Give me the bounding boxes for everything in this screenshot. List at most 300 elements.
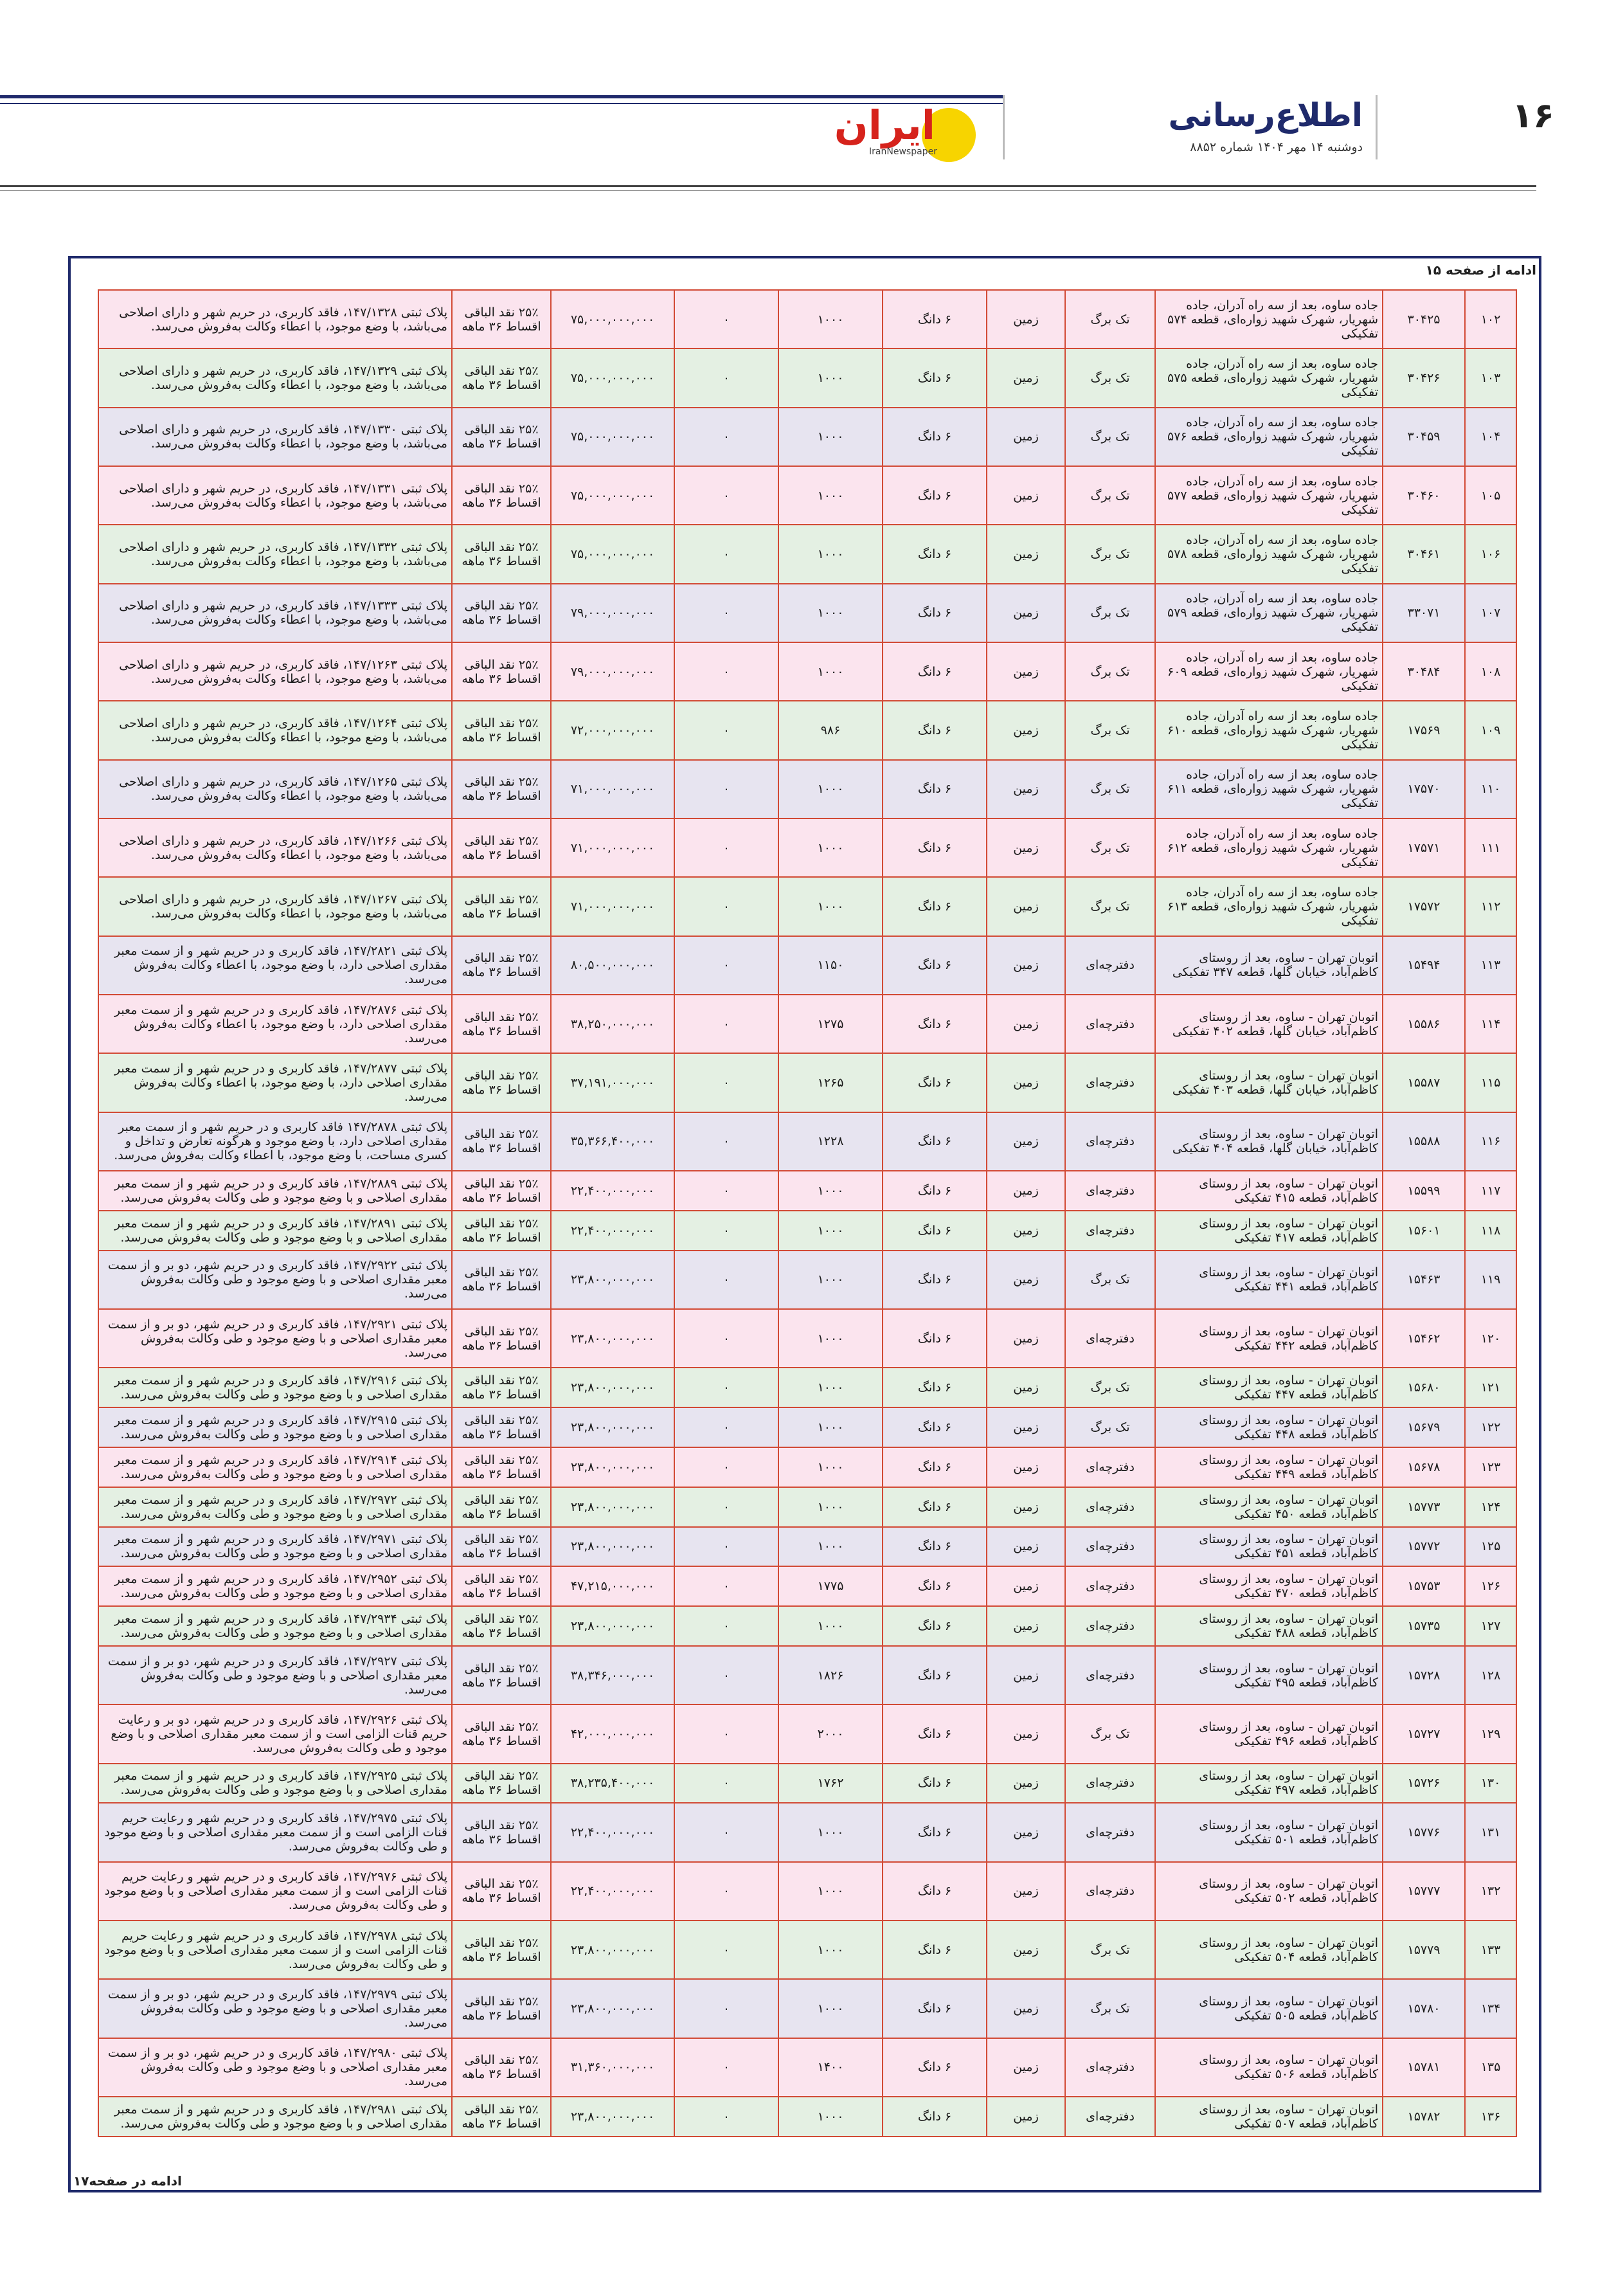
description-cell: پلاک ثبتی ۱۴۷/۲۹۷۱، فاقد کاربری و در حریم شهر و از سمت معبر مقداری اصلاحی و با وضع موجود و طی وکالت به‌فروش می‌رسد. bbox=[98, 1527, 452, 1567]
address-cell: اتوبان تهران - ساوه، بعد از روستای کاظم‌آباد، خیابان گلها، قطعه ۴۰۳ تفکیکی bbox=[1155, 1053, 1383, 1112]
usage-cell: زمین bbox=[987, 1112, 1065, 1171]
share-cell: ۶ دانگ bbox=[883, 408, 987, 466]
share-cell: ۶ دانگ bbox=[883, 1764, 987, 1803]
share-cell: ۶ دانگ bbox=[883, 525, 987, 583]
price-cell: ۲۳,۸۰۰,۰۰۰,۰۰۰ bbox=[551, 1407, 674, 1447]
table-body bbox=[98, 290, 1516, 2137]
usage-cell: زمین bbox=[987, 525, 1065, 583]
price-cell: ۲۳,۸۰۰,۰۰۰,۰۰۰ bbox=[551, 1527, 674, 1567]
row-number-cell: ۱۱۸ bbox=[1465, 1211, 1516, 1251]
description-cell: پلاک ثبتی ۱۴۷/۲۹۵۲، فاقد کاربری و در حریم شهر و از سمت معبر مقداری اصلاحی و با وضع موجود و طی وکالت به‌فروش می‌رسد. bbox=[98, 1566, 452, 1606]
land-area-cell: ۱۰۰۰ bbox=[778, 760, 883, 818]
share-cell: ۶ دانگ bbox=[883, 1368, 987, 1407]
usage-cell: زمین bbox=[987, 1487, 1065, 1527]
address-cell: اتوبان تهران - ساوه، بعد از روستای کاظم‌آباد، قطعه ۴۹۵ تفکیکی bbox=[1155, 1646, 1383, 1704]
address-cell: اتوبان تهران - ساوه، بعد از روستای کاظم‌آباد، قطعه ۴۸۸ تفکیکی bbox=[1155, 1606, 1383, 1646]
share-cell: ۶ دانگ bbox=[883, 2038, 987, 2097]
table-row bbox=[98, 1251, 1516, 1309]
description-cell: پلاک ثبتی ۱۴۷/۲۹۷۹، فاقد کاربری و در حریم شهر، دو بر و از سمت معبر مقداری اصلاحی و با وضع موجود و طی وکالت به‌فروش می‌رسد. bbox=[98, 1979, 452, 2038]
building-area-cell: ۰ bbox=[674, 1447, 778, 1487]
deed-type-cell: تک برگ bbox=[1065, 525, 1155, 583]
payment-terms-cell: ۲۵٪ نقد الباقی اقساط ۳۶ ماهه bbox=[452, 1862, 551, 1921]
property-code-cell: ۱۵۶۷۸ bbox=[1383, 1447, 1465, 1487]
land-area-cell: ۱۰۰۰ bbox=[778, 290, 883, 348]
property-code-cell: ۱۵۷۸۰ bbox=[1383, 1979, 1465, 2038]
table-row bbox=[98, 1309, 1516, 1368]
share-cell: ۶ دانگ bbox=[883, 348, 987, 407]
description-cell: پلاک ثبتی ۱۴۷/۱۲۶۵، فاقد کاربری، در حریم شهر و دارای اصلاحی می‌باشد، با وضع موجود، با اعطاء وکالت به‌فروش می‌رسد. bbox=[98, 760, 452, 818]
table-row bbox=[98, 1606, 1516, 1646]
land-area-cell: ۱۰۰۰ bbox=[778, 1979, 883, 2038]
payment-terms-cell: ۲۵٪ نقد الباقی اقساط ۳۶ ماهه bbox=[452, 1606, 551, 1646]
description-cell: پلاک ثبتی ۱۴۷/۱۲۶۷، فاقد کاربری، در حریم شهر و دارای اصلاحی می‌باشد، با وضع موجود، با اعطاء وکالت به‌فروش می‌رسد. bbox=[98, 877, 452, 936]
property-code-cell: ۱۵۵۸۶ bbox=[1383, 995, 1465, 1053]
row-number-cell: ۱۲۳ bbox=[1465, 1447, 1516, 1487]
description-cell: پلاک ثبتی ۱۴۷/۱۳۳۰، فاقد کاربری، در حریم شهر و دارای اصلاحی می‌باشد، با وضع موجود، با اعطاء وکالت به‌فروش می‌رسد. bbox=[98, 408, 452, 466]
deed-type-cell: تک برگ bbox=[1065, 466, 1155, 525]
share-cell: ۶ دانگ bbox=[883, 818, 987, 877]
usage-cell: زمین bbox=[987, 1764, 1065, 1803]
description-cell: پلاک ثبتی ۱۴۷/۲۹۲۱، فاقد کاربری و در حریم شهر، دو بر و از سمت معبر مقداری اصلاحی و با وضع موجود و طی وکالت به‌فروش می‌رسد. bbox=[98, 1309, 452, 1368]
row-number-cell: ۱۳۵ bbox=[1465, 2038, 1516, 2097]
payment-terms-cell: ۲۵٪ نقد الباقی اقساط ۳۶ ماهه bbox=[452, 2097, 551, 2137]
description-cell: پلاک ثبتی ۱۴۷/۲۹۷۵، فاقد کاربری و در حریم شهر و رعایت حریم قنات الزامی است و از سمت معبر مقداری اصلاحی و با وضع موجود و طی وکالت به‌فروش می‌رسد. bbox=[98, 1803, 452, 1861]
row-number-cell: ۱۳۰ bbox=[1465, 1764, 1516, 1803]
payment-terms-cell: ۲۵٪ نقد الباقی اقساط ۳۶ ماهه bbox=[452, 1407, 551, 1447]
description-cell: پلاک ثبتی ۱۴۷/۱۳۳۲، فاقد کاربری، در حریم شهر و دارای اصلاحی می‌باشد، با وضع موجود، با اعطاء وکالت به‌فروش می‌رسد. bbox=[98, 525, 452, 583]
share-cell: ۶ دانگ bbox=[883, 584, 987, 642]
price-cell: ۷۵,۰۰۰,۰۰۰,۰۰۰ bbox=[551, 290, 674, 348]
land-area-cell: ۱۲۲۸ bbox=[778, 1112, 883, 1171]
land-area-cell: ۱۰۰۰ bbox=[778, 1862, 883, 1921]
row-number-cell: ۱۰۹ bbox=[1465, 701, 1516, 759]
price-cell: ۳۱,۳۶۰,۰۰۰,۰۰۰ bbox=[551, 2038, 674, 2097]
price-cell: ۲۲,۴۰۰,۰۰۰,۰۰۰ bbox=[551, 1171, 674, 1211]
row-number-cell: ۱۱۲ bbox=[1465, 877, 1516, 936]
deed-type-cell: دفترچه‌ای bbox=[1065, 1803, 1155, 1861]
price-cell: ۷۹,۰۰۰,۰۰۰,۰۰۰ bbox=[551, 584, 674, 642]
land-area-cell: ۱۰۰۰ bbox=[778, 1171, 883, 1211]
usage-cell: زمین bbox=[987, 995, 1065, 1053]
building-area-cell: ۰ bbox=[674, 1527, 778, 1567]
usage-cell: زمین bbox=[987, 348, 1065, 407]
issue-info: دوشنبه ۱۴ مهر ۱۴۰۴ شماره ۸۸۵۲ bbox=[1190, 140, 1363, 154]
deed-type-cell: دفترچه‌ای bbox=[1065, 1646, 1155, 1704]
land-area-cell: ۱۰۰۰ bbox=[778, 1606, 883, 1646]
land-area-cell: ۱۰۰۰ bbox=[778, 1368, 883, 1407]
payment-terms-cell: ۲۵٪ نقد الباقی اقساط ۳۶ ماهه bbox=[452, 1566, 551, 1606]
price-cell: ۳۷,۱۹۱,۰۰۰,۰۰۰ bbox=[551, 1053, 674, 1112]
payment-terms-cell: ۲۵٪ نقد الباقی اقساط ۳۶ ماهه bbox=[452, 1171, 551, 1211]
table-row bbox=[98, 1407, 1516, 1447]
share-cell: ۶ دانگ bbox=[883, 936, 987, 995]
table-row bbox=[98, 818, 1516, 877]
land-area-cell: ۱۰۰۰ bbox=[778, 1921, 883, 1979]
price-cell: ۷۱,۰۰۰,۰۰۰,۰۰۰ bbox=[551, 818, 674, 877]
address-cell: اتوبان تهران - ساوه، بعد از روستای کاظم‌آباد، قطعه ۴۴۷ تفکیکی bbox=[1155, 1368, 1383, 1407]
row-number-cell: ۱۱۴ bbox=[1465, 995, 1516, 1053]
description-cell: پلاک ثبتی ۱۴۷/۲۸۷۶، فاقد کاربری و در حریم شهر و از سمت معبر مقداری اصلاحی دارد، با وضع موجود، با اعطاء وکالت به‌فروش می‌رسد. bbox=[98, 995, 452, 1053]
share-cell: ۶ دانگ bbox=[883, 642, 987, 701]
payment-terms-cell: ۲۵٪ نقد الباقی اقساط ۳۶ ماهه bbox=[452, 642, 551, 701]
description-cell: پلاک ثبتی ۱۴۷/۱۲۶۴، فاقد کاربری، در حریم شهر و دارای اصلاحی می‌باشد، با وضع موجود، با اعطاء وکالت به‌فروش می‌رسد. bbox=[98, 701, 452, 759]
usage-cell: زمین bbox=[987, 1171, 1065, 1211]
deed-type-cell: تک برگ bbox=[1065, 877, 1155, 936]
building-area-cell: ۰ bbox=[674, 1407, 778, 1447]
page-number: ۱۶ bbox=[1512, 95, 1554, 136]
table-row bbox=[98, 1646, 1516, 1704]
header-separator bbox=[1003, 95, 1005, 159]
land-area-cell: ۱۰۰۰ bbox=[778, 1211, 883, 1251]
usage-cell: زمین bbox=[987, 1979, 1065, 2038]
usage-cell: زمین bbox=[987, 408, 1065, 466]
usage-cell: زمین bbox=[987, 1447, 1065, 1487]
payment-terms-cell: ۲۵٪ نقد الباقی اقساط ۳۶ ماهه bbox=[452, 1211, 551, 1251]
address-cell: اتوبان تهران - ساوه، بعد از روستای کاظم‌آباد، قطعه ۴۷۰ تفکیکی bbox=[1155, 1566, 1383, 1606]
row-number-cell: ۱۰۵ bbox=[1465, 466, 1516, 525]
price-cell: ۲۲,۴۰۰,۰۰۰,۰۰۰ bbox=[551, 1862, 674, 1921]
payment-terms-cell: ۲۵٪ نقد الباقی اقساط ۳۶ ماهه bbox=[452, 1921, 551, 1979]
building-area-cell: ۰ bbox=[674, 760, 778, 818]
price-cell: ۲۳,۸۰۰,۰۰۰,۰۰۰ bbox=[551, 1368, 674, 1407]
row-number-cell: ۱۲۰ bbox=[1465, 1309, 1516, 1368]
address-cell: جاده ساوه، بعد از سه راه آدران، جاده شهریار، شهرک شهید زواره‌ای، قطعه ۵۷۸ تفکیکی bbox=[1155, 525, 1383, 583]
price-cell: ۳۸,۳۴۶,۰۰۰,۰۰۰ bbox=[551, 1646, 674, 1704]
share-cell: ۶ دانگ bbox=[883, 760, 987, 818]
usage-cell: زمین bbox=[987, 1566, 1065, 1606]
usage-cell: زمین bbox=[987, 701, 1065, 759]
listing-table-wrapper bbox=[98, 289, 1516, 2137]
deed-type-cell: تک برگ bbox=[1065, 1251, 1155, 1309]
building-area-cell: ۰ bbox=[674, 1251, 778, 1309]
usage-cell: زمین bbox=[987, 2097, 1065, 2137]
price-cell: ۷۵,۰۰۰,۰۰۰,۰۰۰ bbox=[551, 408, 674, 466]
description-cell: پلاک ثبتی ۱۴۷/۲۸۲۱، فاقد کاربری و در حریم شهر و از سمت معبر مقداری اصلاحی دارد، با وضع موجود، با اعطاء وکالت به‌فروش می‌رسد. bbox=[98, 936, 452, 995]
row-number-cell: ۱۳۳ bbox=[1465, 1921, 1516, 1979]
building-area-cell: ۰ bbox=[674, 1309, 778, 1368]
deed-type-cell: تک برگ bbox=[1065, 348, 1155, 407]
row-number-cell: ۱۲۵ bbox=[1465, 1527, 1516, 1567]
land-area-cell: ۱۰۰۰ bbox=[778, 1407, 883, 1447]
deed-type-cell: تک برگ bbox=[1065, 1921, 1155, 1979]
share-cell: ۶ دانگ bbox=[883, 1251, 987, 1309]
deed-type-cell: تک برگ bbox=[1065, 1368, 1155, 1407]
building-area-cell: ۰ bbox=[674, 2097, 778, 2137]
description-cell: پلاک ثبتی ۱۴۷/۱۳۳۱، فاقد کاربری، در حریم شهر و دارای اصلاحی می‌باشد، با وضع موجود، با اعطاء وکالت به‌فروش می‌رسد. bbox=[98, 466, 452, 525]
property-code-cell: ۱۵۶۰۱ bbox=[1383, 1211, 1465, 1251]
deed-type-cell: دفترچه‌ای bbox=[1065, 1862, 1155, 1921]
usage-cell: زمین bbox=[987, 466, 1065, 525]
deed-type-cell: تک برگ bbox=[1065, 642, 1155, 701]
property-code-cell: ۱۷۵۷۰ bbox=[1383, 760, 1465, 818]
share-cell: ۶ دانگ bbox=[883, 1487, 987, 1527]
address-cell: اتوبان تهران - ساوه، بعد از روستای کاظم‌آباد، قطعه ۴۴۱ تفکیکی bbox=[1155, 1251, 1383, 1309]
land-area-cell: ۱۰۰۰ bbox=[778, 1527, 883, 1567]
header-separator bbox=[1376, 95, 1378, 159]
property-code-cell: ۱۷۵۶۹ bbox=[1383, 701, 1465, 759]
price-cell: ۴۲,۰۰۰,۰۰۰,۰۰۰ bbox=[551, 1704, 674, 1763]
description-cell: پلاک ثبتی ۱۴۷/۲۹۳۴، فاقد کاربری و در حریم شهر و از سمت معبر مقداری اصلاحی و با وضع موجود و طی وکالت به‌فروش می‌رسد. bbox=[98, 1606, 452, 1646]
building-area-cell: ۰ bbox=[674, 1606, 778, 1646]
address-cell: اتوبان تهران - ساوه، بعد از روستای کاظم‌آباد، قطعه ۵۰۵ تفکیکی bbox=[1155, 1979, 1383, 2038]
price-cell: ۳۸,۲۳۵,۴۰۰,۰۰۰ bbox=[551, 1764, 674, 1803]
address-cell: اتوبان تهران - ساوه، بعد از روستای کاظم‌آباد، قطعه ۴۵۰ تفکیکی bbox=[1155, 1487, 1383, 1527]
land-area-cell: ۱۲۶۵ bbox=[778, 1053, 883, 1112]
usage-cell: زمین bbox=[987, 1368, 1065, 1407]
newspaper-logo-subtitle: IranNewspaper bbox=[869, 147, 937, 157]
building-area-cell: ۰ bbox=[674, 348, 778, 407]
payment-terms-cell: ۲۵٪ نقد الباقی اقساط ۳۶ ماهه bbox=[452, 525, 551, 583]
land-area-cell: ۱۴۰۰ bbox=[778, 2038, 883, 2097]
description-cell: پلاک ثبتی ۱۴۷/۲۹۲۲، فاقد کاربری و در حریم شهر، دو بر و از سمت معبر مقداری اصلاحی و با وضع موجود و طی وکالت به‌فروش می‌رسد. bbox=[98, 1251, 452, 1309]
land-area-cell: ۱۰۰۰ bbox=[778, 1803, 883, 1861]
address-cell: جاده ساوه، بعد از سه راه آدران، جاده شهریار، شهرک شهید زواره‌ای، قطعه ۵۷۴ تفکیکی bbox=[1155, 290, 1383, 348]
building-area-cell: ۰ bbox=[674, 1921, 778, 1979]
table-row bbox=[98, 936, 1516, 995]
row-number-cell: ۱۲۷ bbox=[1465, 1606, 1516, 1646]
property-code-cell: ۱۵۴۶۳ bbox=[1383, 1251, 1465, 1309]
usage-cell: زمین bbox=[987, 1527, 1065, 1567]
payment-terms-cell: ۲۵٪ نقد الباقی اقساط ۳۶ ماهه bbox=[452, 995, 551, 1053]
property-code-cell: ۱۷۵۷۲ bbox=[1383, 877, 1465, 936]
payment-terms-cell: ۲۵٪ نقد الباقی اقساط ۳۶ ماهه bbox=[452, 2038, 551, 2097]
row-number-cell: ۱۳۱ bbox=[1465, 1803, 1516, 1861]
deed-type-cell: تک برگ bbox=[1065, 701, 1155, 759]
land-area-cell: ۱۰۰۰ bbox=[778, 466, 883, 525]
building-area-cell: ۰ bbox=[674, 1053, 778, 1112]
address-cell: اتوبان تهران - ساوه، بعد از روستای کاظم‌آباد، قطعه ۵۰۱ تفکیکی bbox=[1155, 1803, 1383, 1861]
price-cell: ۷۱,۰۰۰,۰۰۰,۰۰۰ bbox=[551, 877, 674, 936]
usage-cell: زمین bbox=[987, 1606, 1065, 1646]
share-cell: ۶ دانگ bbox=[883, 1979, 987, 2038]
address-cell: اتوبان تهران - ساوه، بعد از روستای کاظم‌آباد، خیابان گلها، قطعه ۴۰۴ تفکیکی bbox=[1155, 1112, 1383, 1171]
row-number-cell: ۱۰۲ bbox=[1465, 290, 1516, 348]
usage-cell: زمین bbox=[987, 290, 1065, 348]
table-row bbox=[98, 1921, 1516, 1979]
property-code-cell: ۱۵۵۸۸ bbox=[1383, 1112, 1465, 1171]
property-code-cell: ۱۵۷۸۱ bbox=[1383, 2038, 1465, 2097]
share-cell: ۶ دانگ bbox=[883, 1407, 987, 1447]
share-cell: ۶ دانگ bbox=[883, 466, 987, 525]
deed-type-cell: تک برگ bbox=[1065, 1407, 1155, 1447]
table-row bbox=[98, 1979, 1516, 2038]
description-cell: پلاک ثبتی ۱۴۷/۲۹۲۶، فاقد کاربری و در حریم شهر، دو بر و رعایت حریم قنات الزامی است و از سمت معبر مقداری اصلاحی و با وضع موجود و طی وکالت به‌فروش می‌رسد. bbox=[98, 1704, 452, 1763]
table-row bbox=[98, 290, 1516, 348]
deed-type-cell: دفترچه‌ای bbox=[1065, 1764, 1155, 1803]
payment-terms-cell: ۲۵٪ نقد الباقی اقساط ۳۶ ماهه bbox=[452, 1447, 551, 1487]
table-row bbox=[98, 525, 1516, 583]
row-number-cell: ۱۱۷ bbox=[1465, 1171, 1516, 1211]
address-cell: اتوبان تهران - ساوه، بعد از روستای کاظم‌آباد، قطعه ۵۰۴ تفکیکی bbox=[1155, 1921, 1383, 1979]
deed-type-cell: دفترچه‌ای bbox=[1065, 1309, 1155, 1368]
description-cell: پلاک ثبتی ۱۴۷/۲۹۲۵، فاقد کاربری و در حریم شهر و از سمت معبر مقداری اصلاحی و با وضع موجود و طی وکالت به‌فروش می‌رسد. bbox=[98, 1764, 452, 1803]
address-cell: اتوبان تهران - ساوه، بعد از روستای کاظم‌آباد، قطعه ۴۴۲ تفکیکی bbox=[1155, 1309, 1383, 1368]
building-area-cell: ۰ bbox=[674, 525, 778, 583]
share-cell: ۶ دانگ bbox=[883, 1211, 987, 1251]
address-cell: جاده ساوه، بعد از سه راه آدران، جاده شهریار، شهرک شهید زواره‌ای، قطعه ۵۷۷ تفکیکی bbox=[1155, 466, 1383, 525]
share-cell: ۶ دانگ bbox=[883, 1704, 987, 1763]
building-area-cell: ۰ bbox=[674, 466, 778, 525]
price-cell: ۲۲,۴۰۰,۰۰۰,۰۰۰ bbox=[551, 1803, 674, 1861]
payment-terms-cell: ۲۵٪ نقد الباقی اقساط ۳۶ ماهه bbox=[452, 1979, 551, 2038]
description-cell: پلاک ثبتی ۱۴۷/۱۳۲۹، فاقد کاربری، در حریم شهر و دارای اصلاحی می‌باشد، با وضع موجود، با اعطاء وکالت به‌فروش می‌رسد. bbox=[98, 348, 452, 407]
property-code-cell: ۱۵۷۷۷ bbox=[1383, 1862, 1465, 1921]
table-row bbox=[98, 701, 1516, 759]
usage-cell: زمین bbox=[987, 1704, 1065, 1763]
property-code-cell: ۳۰۴۲۵ bbox=[1383, 290, 1465, 348]
row-number-cell: ۱۲۱ bbox=[1465, 1368, 1516, 1407]
address-cell: جاده ساوه، بعد از سه راه آدران، جاده شهریار، شهرک شهید زواره‌ای، قطعه ۵۷۹ تفکیکی bbox=[1155, 584, 1383, 642]
land-area-cell: ۱۰۰۰ bbox=[778, 1487, 883, 1527]
property-code-cell: ۱۵۴۹۴ bbox=[1383, 936, 1465, 995]
share-cell: ۶ دانگ bbox=[883, 2097, 987, 2137]
usage-cell: زمین bbox=[987, 2038, 1065, 2097]
row-number-cell: ۱۲۸ bbox=[1465, 1646, 1516, 1704]
property-code-cell: ۱۵۷۷۳ bbox=[1383, 1487, 1465, 1527]
table-row bbox=[98, 2097, 1516, 2137]
building-area-cell: ۰ bbox=[674, 1211, 778, 1251]
payment-terms-cell: ۲۵٪ نقد الباقی اقساط ۳۶ ماهه bbox=[452, 1764, 551, 1803]
payment-terms-cell: ۲۵٪ نقد الباقی اقساط ۳۶ ماهه bbox=[452, 1704, 551, 1763]
building-area-cell: ۰ bbox=[674, 584, 778, 642]
land-area-cell: ۱۰۰۰ bbox=[778, 525, 883, 583]
row-number-cell: ۱۲۶ bbox=[1465, 1566, 1516, 1606]
usage-cell: زمین bbox=[987, 818, 1065, 877]
address-cell: اتوبان تهران - ساوه، بعد از روستای کاظم‌آباد، قطعه ۴۵۱ تفکیکی bbox=[1155, 1527, 1383, 1567]
description-cell: پلاک ثبتی ۱۴۷/۲۹۷۶، فاقد کاربری و در حریم شهر و رعایت حریم قنات الزامی است و از سمت معبر مقداری اصلاحی و با وضع موجود و طی وکالت به‌فروش می‌رسد. bbox=[98, 1862, 452, 1921]
share-cell: ۶ دانگ bbox=[883, 1921, 987, 1979]
land-area-cell: ۱۷۷۵ bbox=[778, 1566, 883, 1606]
building-area-cell: ۰ bbox=[674, 1646, 778, 1704]
usage-cell: زمین bbox=[987, 1862, 1065, 1921]
continued-from-label: ادامه از صفحه ۱۵ bbox=[1425, 262, 1536, 278]
deed-type-cell: تک برگ bbox=[1065, 1979, 1155, 2038]
share-cell: ۶ دانگ bbox=[883, 1527, 987, 1567]
property-code-cell: ۱۵۷۲۸ bbox=[1383, 1646, 1465, 1704]
land-area-cell: ۱۸۲۶ bbox=[778, 1646, 883, 1704]
land-area-cell: ۱۰۰۰ bbox=[778, 348, 883, 407]
description-cell: پلاک ثبتی ۱۴۷/۱۲۶۳، فاقد کاربری، در حریم شهر و دارای اصلاحی می‌باشد، با وضع موجود، با اعطاء وکالت به‌فروش می‌رسد. bbox=[98, 642, 452, 701]
table-row bbox=[98, 1112, 1516, 1171]
header-rule-bottom bbox=[0, 185, 1536, 187]
payment-terms-cell: ۲۵٪ نقد الباقی اقساط ۳۶ ماهه bbox=[452, 348, 551, 407]
price-cell: ۷۱,۰۰۰,۰۰۰,۰۰۰ bbox=[551, 760, 674, 818]
property-code-cell: ۳۳۰۷۱ bbox=[1383, 584, 1465, 642]
share-cell: ۶ دانگ bbox=[883, 1447, 987, 1487]
address-cell: اتوبان تهران - ساوه، بعد از روستای کاظم‌آباد، خیابان گلها، قطعه ۴۰۲ تفکیکی bbox=[1155, 995, 1383, 1053]
share-cell: ۶ دانگ bbox=[883, 995, 987, 1053]
address-cell: جاده ساوه، بعد از سه راه آدران، جاده شهریار، شهرک شهید زواره‌ای، قطعه ۵۷۵ تفکیکی bbox=[1155, 348, 1383, 407]
land-area-cell: ۹۸۶ bbox=[778, 701, 883, 759]
share-cell: ۶ دانگ bbox=[883, 1803, 987, 1861]
payment-terms-cell: ۲۵٪ نقد الباقی اقساط ۳۶ ماهه bbox=[452, 877, 551, 936]
row-number-cell: ۱۱۹ bbox=[1465, 1251, 1516, 1309]
table-row bbox=[98, 1803, 1516, 1861]
description-cell: پلاک ثبتی ۱۴۷/۲۹۷۸، فاقد کاربری و در حریم شهر و رعایت حریم قنات الزامی است و از سمت معبر مقداری اصلاحی و با وضع موجود و طی وکالت به‌فروش می‌رسد. bbox=[98, 1921, 452, 1979]
building-area-cell: ۰ bbox=[674, 1368, 778, 1407]
deed-type-cell: دفترچه‌ای bbox=[1065, 1211, 1155, 1251]
land-area-cell: ۱۰۰۰ bbox=[778, 1251, 883, 1309]
row-number-cell: ۱۰۸ bbox=[1465, 642, 1516, 701]
price-cell: ۲۳,۸۰۰,۰۰۰,۰۰۰ bbox=[551, 1447, 674, 1487]
deed-type-cell: تک برگ bbox=[1065, 818, 1155, 877]
row-number-cell: ۱۱۳ bbox=[1465, 936, 1516, 995]
table-row bbox=[98, 2038, 1516, 2097]
description-cell: پلاک ثبتی ۱۴۷/۲۹۱۵، فاقد کاربری و در حریم شهر و از سمت معبر مقداری اصلاحی و با وضع موجود و طی وکالت به‌فروش می‌رسد. bbox=[98, 1407, 452, 1447]
property-code-cell: ۱۵۷۲۶ bbox=[1383, 1764, 1465, 1803]
header-rule-bottom-thin bbox=[0, 190, 1536, 191]
row-number-cell: ۱۰۳ bbox=[1465, 348, 1516, 407]
building-area-cell: ۰ bbox=[674, 1803, 778, 1861]
usage-cell: زمین bbox=[987, 642, 1065, 701]
payment-terms-cell: ۲۵٪ نقد الباقی اقساط ۳۶ ماهه bbox=[452, 936, 551, 995]
row-number-cell: ۱۱۶ bbox=[1465, 1112, 1516, 1171]
property-code-cell: ۱۵۴۶۲ bbox=[1383, 1309, 1465, 1368]
building-area-cell: ۰ bbox=[674, 642, 778, 701]
description-cell: پلاک ثبتی ۱۴۷/۲۹۱۶، فاقد کاربری و در حریم شهر و از سمت معبر مقداری اصلاحی و با وضع موجود و طی وکالت به‌فروش می‌رسد. bbox=[98, 1368, 452, 1407]
usage-cell: زمین bbox=[987, 1211, 1065, 1251]
building-area-cell: ۰ bbox=[674, 936, 778, 995]
payment-terms-cell: ۲۵٪ نقد الباقی اقساط ۳۶ ماهه bbox=[452, 1309, 551, 1368]
payment-terms-cell: ۲۵٪ نقد الباقی اقساط ۳۶ ماهه bbox=[452, 1527, 551, 1567]
row-number-cell: ۱۳۲ bbox=[1465, 1862, 1516, 1921]
payment-terms-cell: ۲۵٪ نقد الباقی اقساط ۳۶ ماهه bbox=[452, 584, 551, 642]
address-cell: جاده ساوه، بعد از سه راه آدران، جاده شهریار، شهرک شهید زواره‌ای، قطعه ۶۰۹ تفکیکی bbox=[1155, 642, 1383, 701]
address-cell: اتوبان تهران - ساوه، بعد از روستای کاظم‌آباد، خیابان گلها، قطعه ۳۴۷ تفکیکی bbox=[1155, 936, 1383, 995]
row-number-cell: ۱۰۷ bbox=[1465, 584, 1516, 642]
header-rule-top bbox=[0, 95, 1003, 98]
property-code-cell: ۳۰۴۶۱ bbox=[1383, 525, 1465, 583]
share-cell: ۶ دانگ bbox=[883, 1566, 987, 1606]
deed-type-cell: دفترچه‌ای bbox=[1065, 1171, 1155, 1211]
deed-type-cell: دفترچه‌ای bbox=[1065, 1112, 1155, 1171]
price-cell: ۲۳,۸۰۰,۰۰۰,۰۰۰ bbox=[551, 1979, 674, 2038]
building-area-cell: ۰ bbox=[674, 1704, 778, 1763]
section-title: اطلاع‌رسانی bbox=[1168, 96, 1363, 134]
table-row bbox=[98, 1368, 1516, 1407]
property-code-cell: ۱۵۷۲۷ bbox=[1383, 1704, 1465, 1763]
deed-type-cell: دفترچه‌ای bbox=[1065, 2097, 1155, 2137]
land-area-cell: ۱۰۰۰ bbox=[778, 642, 883, 701]
building-area-cell: ۰ bbox=[674, 1764, 778, 1803]
row-number-cell: ۱۳۶ bbox=[1465, 2097, 1516, 2137]
price-cell: ۷۲,۰۰۰,۰۰۰,۰۰۰ bbox=[551, 701, 674, 759]
deed-type-cell: تک برگ bbox=[1065, 760, 1155, 818]
table-row bbox=[98, 1053, 1516, 1112]
description-cell: پلاک ثبتی ۱۴۷/۲۹۲۷، فاقد کاربری و در حریم شهر، دو بر و از سمت معبر مقداری اصلاحی و با وضع موجود و طی وکالت به‌فروش می‌رسد. bbox=[98, 1646, 452, 1704]
address-cell: اتوبان تهران - ساوه، بعد از روستای کاظم‌آباد، قطعه ۴۹۶ تفکیکی bbox=[1155, 1704, 1383, 1763]
row-number-cell: ۱۱۰ bbox=[1465, 760, 1516, 818]
usage-cell: زمین bbox=[987, 760, 1065, 818]
price-cell: ۷۵,۰۰۰,۰۰۰,۰۰۰ bbox=[551, 525, 674, 583]
deed-type-cell: دفترچه‌ای bbox=[1065, 1566, 1155, 1606]
land-area-cell: ۲۰۰۰ bbox=[778, 1704, 883, 1763]
share-cell: ۶ دانگ bbox=[883, 1646, 987, 1704]
price-cell: ۲۳,۸۰۰,۰۰۰,۰۰۰ bbox=[551, 1606, 674, 1646]
price-cell: ۲۳,۸۰۰,۰۰۰,۰۰۰ bbox=[551, 2097, 674, 2137]
address-cell: جاده ساوه، بعد از سه راه آدران، جاده شهریار، شهرک شهید زواره‌ای، قطعه ۶۱۰ تفکیکی bbox=[1155, 701, 1383, 759]
property-code-cell: ۱۵۶۸۰ bbox=[1383, 1368, 1465, 1407]
table-row bbox=[98, 466, 1516, 525]
price-cell: ۳۸,۲۵۰,۰۰۰,۰۰۰ bbox=[551, 995, 674, 1053]
share-cell: ۶ دانگ bbox=[883, 1053, 987, 1112]
usage-cell: زمین bbox=[987, 936, 1065, 995]
land-area-cell: ۱۰۰۰ bbox=[778, 2097, 883, 2137]
land-area-cell: ۱۰۰۰ bbox=[778, 1309, 883, 1368]
address-cell: اتوبان تهران - ساوه، بعد از روستای کاظم‌آباد، قطعه ۵۰۷ تفکیکی bbox=[1155, 2097, 1383, 2137]
table-row bbox=[98, 1862, 1516, 1921]
share-cell: ۶ دانگ bbox=[883, 1112, 987, 1171]
